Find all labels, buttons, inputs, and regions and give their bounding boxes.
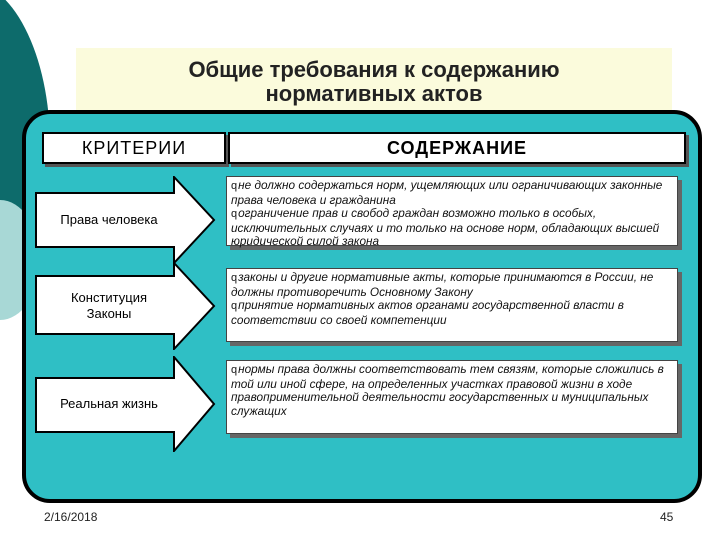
- content-bullet: [231, 207, 673, 249]
- bullet-icon: q: [231, 300, 238, 313]
- criterion-label: [34, 290, 184, 322]
- criterion-line-1: Конституция: [70, 290, 148, 305]
- content-header: СОДЕРЖАНИЕ: [228, 132, 686, 164]
- criteria-header: КРИТЕРИИ: [42, 132, 226, 164]
- criterion-line-1: Реальная жизнь: [60, 396, 158, 411]
- bullet-text: ограничение прав и свобод граждан возможно только в особых, исключительных случаях и то только на основе норм, обладающих высшей юридической силой закона: [231, 206, 660, 249]
- bullet-text: принятие нормативных актов органами государственной власти в соответствии со своей компетенции: [231, 298, 624, 327]
- bullet-text: законы и другие нормативные акты, которые принимаются в России, не должны противоречить Основному Закону: [231, 270, 654, 299]
- bullet-icon: q: [231, 180, 238, 192]
- footer-date: 2/16/2018: [44, 510, 98, 524]
- content-bullet: [231, 363, 673, 418]
- content-box-real-life: [226, 360, 678, 434]
- content-box-constitution: [226, 268, 678, 342]
- content-box-human-rights: [226, 176, 678, 249]
- criterion-label: [34, 396, 184, 412]
- criterion-arrow-human-rights: [30, 176, 216, 264]
- criterion-arrow-constitution: [30, 262, 216, 350]
- content-bullet: [231, 271, 673, 299]
- title-line-2: нормативных актов: [265, 81, 483, 106]
- criterion-label: [34, 212, 184, 228]
- criterion-arrow-real-life: [30, 356, 216, 452]
- bullet-icon: q: [231, 364, 238, 376]
- criterion-line-1: Права человека: [60, 212, 158, 227]
- bullet-text: не должно содержаться норм, ущемляющих или ограничивающих законные права человека и гражданина: [231, 178, 663, 207]
- bullet-icon: q: [231, 208, 238, 221]
- bullet-text: нормы права должны соответствовать тем связям, которые сложились в той или иной сфере, на определенных участках правовой жизни в ходе правоприменительной деятельности государственных и муниципальных служащих: [231, 362, 664, 418]
- criterion-line-2: Законы: [86, 306, 132, 321]
- title-line-1: Общие требования к содержанию: [188, 57, 560, 82]
- content-bullet: [231, 299, 673, 327]
- content-bullet: [231, 179, 673, 207]
- bullet-icon: q: [231, 272, 238, 284]
- slide-title: [76, 48, 672, 110]
- page-number: 45: [660, 510, 674, 524]
